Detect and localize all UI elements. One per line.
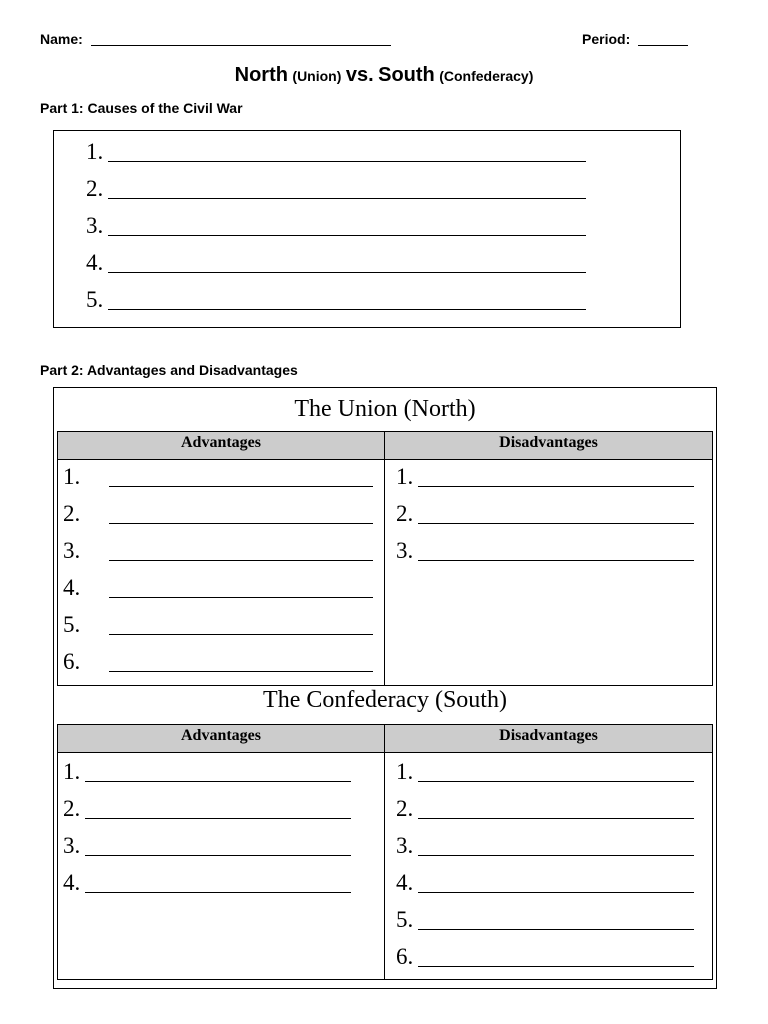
union-advantages-header: Advantages xyxy=(180,434,261,451)
answer-line[interactable] xyxy=(85,855,351,856)
confederacy-disadvantage-item xyxy=(396,831,413,861)
confederacy-advantage-item xyxy=(63,868,80,898)
confederacy-disadvantage-item xyxy=(396,794,413,824)
union-advantage-item xyxy=(63,610,80,640)
answer-line[interactable] xyxy=(109,560,373,561)
union-advantage-item xyxy=(63,573,80,603)
title-union: (Union) xyxy=(292,68,342,84)
item-number: 1. xyxy=(396,464,414,489)
answer-line[interactable] xyxy=(109,671,373,672)
item-number: 6. xyxy=(63,649,81,674)
union-disadvantage-item xyxy=(396,536,413,566)
item-number: 2. xyxy=(396,501,414,526)
name-field[interactable] xyxy=(91,31,391,46)
title-vs: vs. xyxy=(345,64,374,86)
answer-line[interactable] xyxy=(418,781,694,782)
item-number: 5. xyxy=(63,612,81,637)
cause-number: 5. xyxy=(86,287,104,312)
answer-line[interactable] xyxy=(85,818,351,819)
confederacy-disadvantage-item xyxy=(396,868,413,898)
union-disadvantages-header: Disadvantages xyxy=(499,434,598,451)
cause-item xyxy=(86,176,103,202)
column-divider xyxy=(384,432,385,685)
cause-item xyxy=(86,139,103,165)
part2-heading: Part 2: Advantages and Disadvantages xyxy=(40,362,298,378)
item-number: 1. xyxy=(63,464,81,489)
union-advantage-item xyxy=(63,462,80,492)
confederacy-advantage-item xyxy=(63,831,80,861)
answer-line[interactable] xyxy=(418,855,694,856)
item-number: 2. xyxy=(63,796,81,821)
confederacy-advantages-header: Advantages xyxy=(180,727,261,744)
item-number: 3. xyxy=(396,538,414,563)
union-table xyxy=(57,431,713,686)
confederacy-disadvantage-item xyxy=(396,942,413,972)
title-confederacy: (Confederacy) xyxy=(439,68,534,84)
title-south: South xyxy=(378,64,435,86)
period-label: Period: xyxy=(582,31,631,47)
item-number: 5. xyxy=(396,907,414,932)
item-number: 4. xyxy=(63,575,81,600)
cause-item xyxy=(86,250,103,276)
confederacy-title: The Confederacy (South) xyxy=(263,687,507,713)
causes-box xyxy=(53,130,681,328)
page-title xyxy=(0,64,768,87)
union-advantage-item xyxy=(63,499,80,529)
item-number: 1. xyxy=(63,759,81,784)
cause-number: 4. xyxy=(86,250,104,275)
confederacy-advantage-item xyxy=(63,794,80,824)
answer-line[interactable] xyxy=(85,892,351,893)
period-field[interactable] xyxy=(638,31,688,46)
item-number: 4. xyxy=(63,870,81,895)
union-advantage-item xyxy=(63,536,80,566)
union-disadvantage-item xyxy=(396,499,413,529)
confederacy-table xyxy=(57,724,713,980)
cause-item xyxy=(86,287,103,313)
item-number: 4. xyxy=(396,870,414,895)
item-number: 3. xyxy=(63,538,81,563)
answer-line[interactable] xyxy=(418,486,694,487)
cause-answer-line[interactable] xyxy=(108,235,586,236)
answer-line[interactable] xyxy=(109,634,373,635)
answer-line[interactable] xyxy=(109,523,373,524)
item-number: 6. xyxy=(396,944,414,969)
answer-line[interactable] xyxy=(109,597,373,598)
union-title: The Union (North) xyxy=(294,396,476,422)
union-header-row xyxy=(58,432,712,460)
cause-number: 3. xyxy=(86,213,104,238)
advantages-box xyxy=(53,387,717,989)
cause-answer-line[interactable] xyxy=(108,309,586,310)
name-label: Name: xyxy=(40,31,83,47)
cause-number: 1. xyxy=(86,139,104,164)
item-number: 3. xyxy=(396,833,414,858)
cause-answer-line[interactable] xyxy=(108,161,586,162)
answer-line[interactable] xyxy=(418,929,694,930)
title-north: North xyxy=(234,64,288,86)
answer-line[interactable] xyxy=(418,560,694,561)
answer-line[interactable] xyxy=(109,486,373,487)
part1-heading: Part 1: Causes of the Civil War xyxy=(40,100,243,116)
cause-item xyxy=(86,213,103,239)
confederacy-advantage-item xyxy=(63,757,80,787)
cause-number: 2. xyxy=(86,176,104,201)
item-number: 1. xyxy=(396,759,414,784)
cause-answer-line[interactable] xyxy=(108,198,586,199)
confederacy-disadvantages-header: Disadvantages xyxy=(499,727,598,744)
answer-line[interactable] xyxy=(418,966,694,967)
item-number: 3. xyxy=(63,833,81,858)
union-advantage-item xyxy=(63,647,80,677)
union-disadvantage-item xyxy=(396,462,413,492)
item-number: 2. xyxy=(63,501,81,526)
item-number: 2. xyxy=(396,796,414,821)
confederacy-disadvantage-item xyxy=(396,905,413,935)
cause-answer-line[interactable] xyxy=(108,272,586,273)
confederacy-disadvantage-item xyxy=(396,757,413,787)
answer-line[interactable] xyxy=(418,818,694,819)
answer-line[interactable] xyxy=(85,781,351,782)
column-divider xyxy=(384,725,385,979)
answer-line[interactable] xyxy=(418,523,694,524)
confederacy-header-row xyxy=(58,725,712,753)
answer-line[interactable] xyxy=(418,892,694,893)
